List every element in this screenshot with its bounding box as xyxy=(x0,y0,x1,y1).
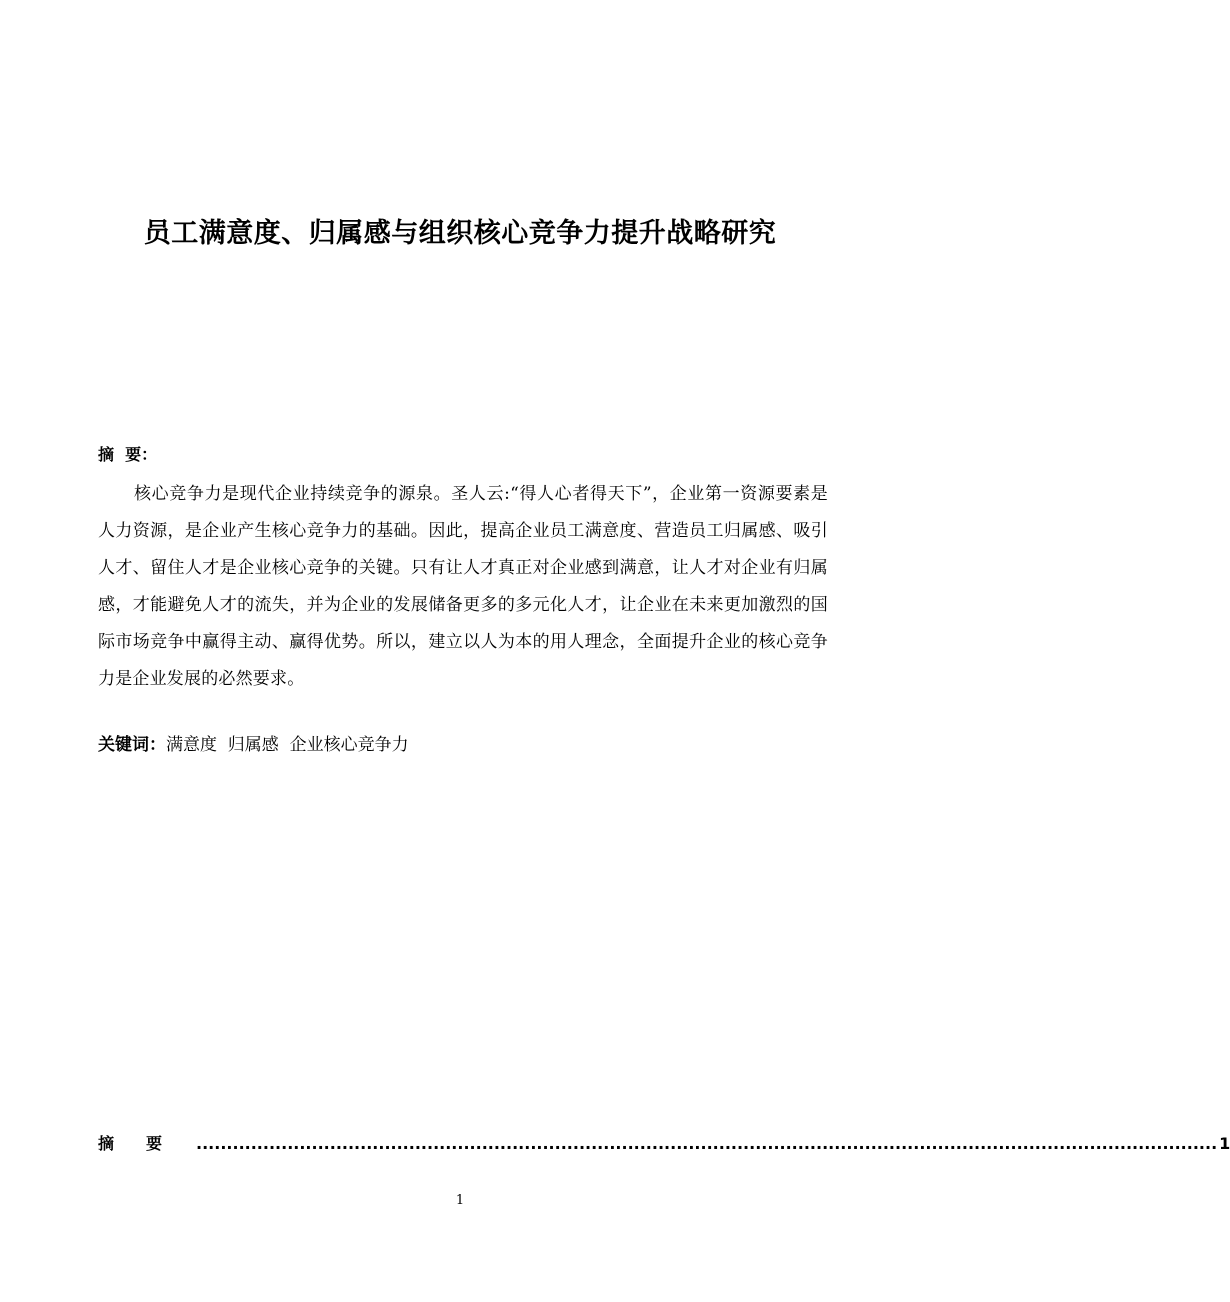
toc-entry-page: 1 xyxy=(1219,1134,1230,1153)
keywords-value: 满意度 归属感 企业核心竞争力 xyxy=(166,735,409,755)
keywords-label: 关键词： xyxy=(98,735,166,755)
toc-entry-abstract[interactable] xyxy=(98,1130,1230,1156)
abstract-body: 核心竞争力是现代企业持续竞争的源泉。圣人云:“得人心者得天下”，企业第一资源要素是人力资源，是企业产生核心竞争力的基础。因此，提高企业员工满意度、营造员工归属感、吸引人才、留住人才是企业核心竞争的关键。只有让人才真正对企业感到满意，让人才对企业有归属感，才能避免人才的流失，并为企业的发展储备更多的多元化人才，让企业在未来更加激烈的国际市场竞争中赢得主动、赢得优势。所以，建立以人为本的用人理念，全面提升企业的核心竞争力是企业发展的必然要求。 xyxy=(98,484,828,689)
page-number: 1 xyxy=(455,1193,465,1208)
toc-leader-dots: ........................................................................................................................................................................ xyxy=(196,1134,1218,1153)
abstract-heading: 摘 要： xyxy=(98,445,158,464)
document-title: 员工满意度、归属感与组织核心竞争力提升战略研究 xyxy=(143,218,777,249)
toc-entry-label: 摘要 xyxy=(98,1134,195,1153)
keywords-line xyxy=(98,732,409,758)
